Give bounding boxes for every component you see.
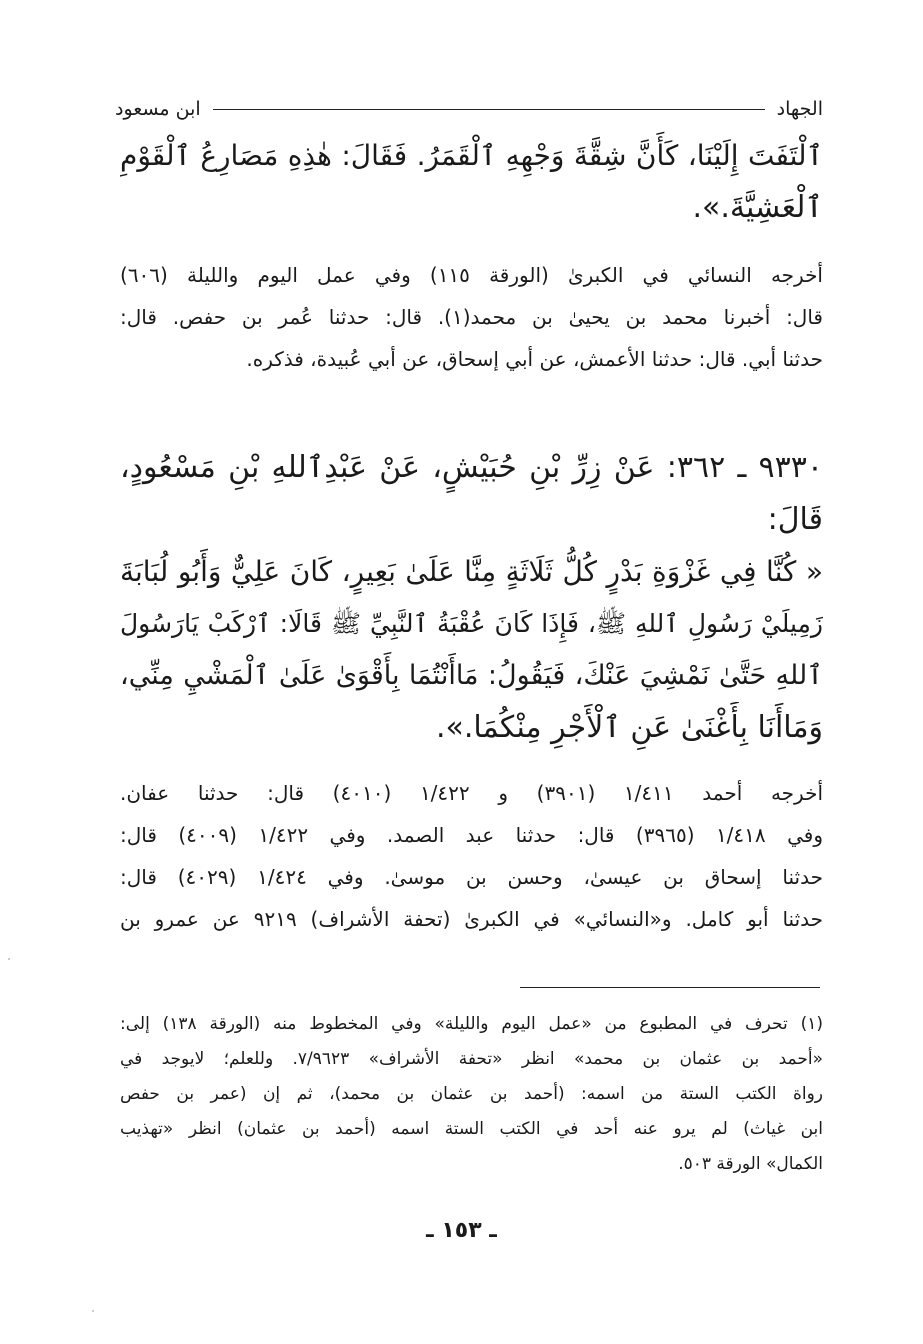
footnote [120,1007,823,1182]
footnote-line: (١) تحرف في المطبوع من «عمل اليوم والليلة» وفي المخطوط منه (الورقة ١٣٨) إلى: [120,1014,823,1034]
hadith-text [120,546,823,754]
hadith-line: قَالَ: [767,502,823,537]
text-line: حدثنا أبو كامل. و«النسائي» في الكبرىٰ (تحفة الأشراف) ٩٢١٩ عن عمرو بن [120,907,823,931]
hadith-heading [120,442,823,546]
hadith-line: وَمَاأَنَا بِأَغْنَىٰ عَنِ ٱلْأَجْرِ مِنْكُمَا.». [435,710,823,745]
page-number: ـ ١٥٣ ـ [426,1218,497,1243]
text-line: وفي ١/٤١٨ (٣٩٦٥) قال: حدثنا عبد الصمد. وفي ١/٤٢٢ (٤٠٠٩) قال: [120,823,823,847]
footnote-line: رواة الكتب الستة من اسمه: (أحمد بن عثمان بن محمد)، ثم إن (عمر بن حفص [120,1084,823,1104]
hadith-number-line: ٩٣٣٠ ـ ٣٦٢: عَنْ زِرِّ بْنِ حُبَيْشٍ، عَنْ عَبْدِٱللهِ بْنِ مَسْعُودٍ، [120,450,823,485]
hadith-line: ٱلْتَفَتَ إِلَيْنَا، كَأَنَّ شِقَّةَ وَجْهِهِ ٱلْقَمَرُ. فَقَالَ: هٰذِهِ مَصَارِعُ ٱلْقَوْمِ [120,139,823,172]
footnote-line: «أحمد بن عثمان بن محمد» انظر «تحفة الأشراف» ٧/٩٦٢٣. وللعلم؛ لايوجد في [120,1049,823,1069]
header-rule [213,109,765,110]
footnote-separator [520,987,820,988]
text-line: أخرجه أحمد ١/٤١١ (٣٩٠١) و ١/٤٢٢ (٤٠١٠) قال: حدثنا عفان. [120,781,823,805]
running-header [115,96,823,122]
scan-speck [92,1310,94,1312]
text-line: حدثنا إسحاق بن عيسىٰ، وحسن بن موسىٰ. وفي ١/٤٢٤ (٤٠٢٩) قال: [120,865,823,889]
footnote-line: الكمال» الورقة ٥٠٣. [678,1154,823,1174]
scan-speck [8,958,10,960]
takhrij-paragraph-1 [120,254,823,380]
footnote-line: ابن غياث) لم يرو عنه أحد في الكتب الستة اسمه (أحمد بن عثمان) انظر «تهذيب [120,1119,823,1139]
hadith-line: زَمِيلَيْ رَسُولِ ٱللهِ ﷺ، فَإِذَا كَانَ عُقْبَةُ ٱلنَّبِيِّ ﷺ قَالَا: ٱرْكَبْ يَارَسُولَ [120,609,823,638]
header-chapter: الجهاد [776,98,823,120]
text-line: قال: أخبرنا محمد بن يحيىٰ بن محمد(١). قال: حدثنا عُمر بن حفص. قال: [120,305,823,329]
hadith-line: « كُنَّا فِي غَزْوَةِ بَدْرٍ كُلُّ ثَلَاثَةٍ مِنَّا عَلَىٰ بَعِيرٍ، كَانَ عَلِيٌّ وَأَبُو لُبَابَةَ [120,555,823,588]
hadith-continuation [120,130,823,234]
text-line: أخرجه النسائي في الكبرىٰ (الورقة ١١٥) وفي عمل اليوم والليلة (٦٠٦) [120,263,823,287]
text-line: حدثنا أبي. قال: حدثنا الأعمش، عن أبي إسحاق، عن أبي عُبيدة، فذكره. [246,347,823,371]
hadith-line: ٱللهِ حَتَّىٰ نَمْشِيَ عَنْكَ، فَيَقُولُ: مَاأَنْتُمَا بِأَقْوَىٰ عَلَىٰ ٱلْمَشْيِ مِنِّي، [120,660,823,691]
header-author: ابن مسعود [115,98,201,120]
hadith-line: ٱلْعَشِيَّةَ.». [692,190,823,225]
takhrij-paragraph-2 [120,772,823,940]
